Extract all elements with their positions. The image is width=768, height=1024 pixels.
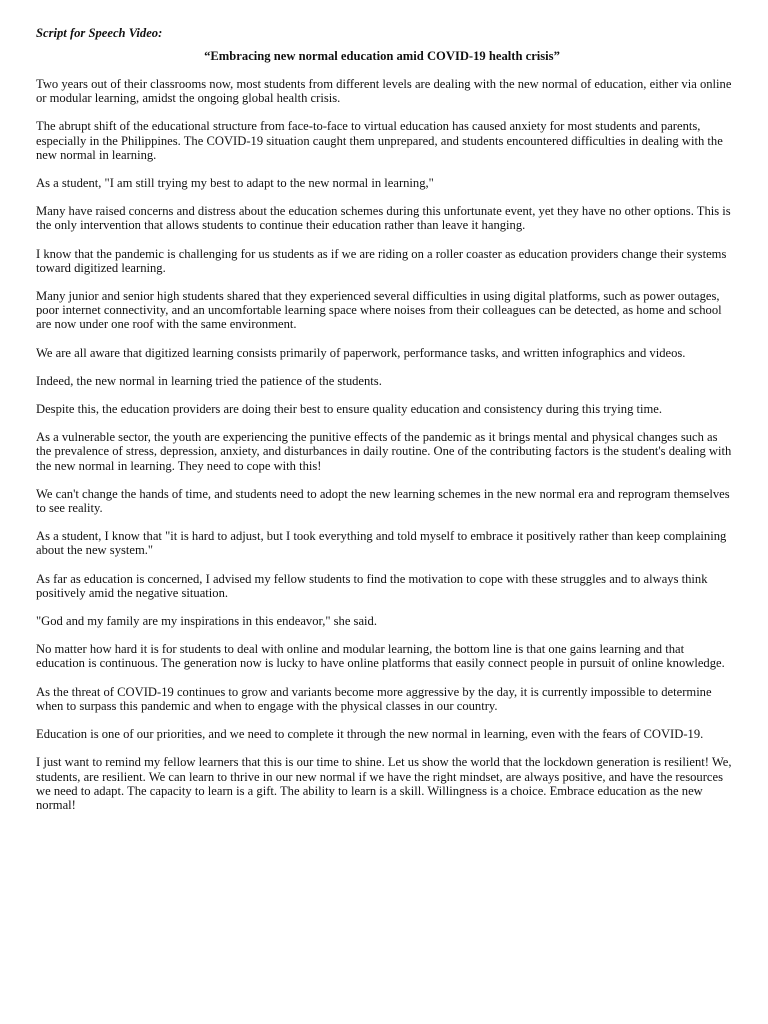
paragraph: As a student, I know that "it is hard to adjust, but I took everything and told myself to embrace it positively rather than keep complaining about the new system."	[36, 529, 727, 558]
speech-title: “Embracing new normal education amid COVID-19 health crisis”	[204, 49, 560, 63]
script-label: Script for Speech Video:	[36, 26, 163, 40]
paragraph: I know that the pandemic is challenging for us students as if we are riding on a roller coaster as education providers change their systems toward digitized learning.	[36, 246, 727, 275]
paragraph: Indeed, the new normal in learning tried the patience of the students.	[36, 373, 382, 388]
paragraph: As far as education is concerned, I advised my fellow students to find the motivation to cope with these struggles and to always think positively amid the negative situation.	[36, 571, 708, 600]
paragraph: Many junior and senior high students shared that they experienced several difficulties in using digital platforms, such as power outages, poor internet connectivity, and an uncomfortable learning space where noises from their colleagues can be detected, as home and school are now under one roof with the same environment.	[36, 289, 722, 332]
paragraph: The abrupt shift of the educational structure from face-to-face to virtual education has caused anxiety for most students and parents, especially in the Philippines. The COVID-19 situation caught them unprepared, and students encountered difficulties in dealing with the new normal in learning.	[36, 119, 723, 162]
paragraph: As a vulnerable sector, the youth are experiencing the punitive effects of the pandemic as it brings mental and physical changes such as the prevalence of stress, depression, anxiety, and disturbances in daily routine. One of the contributing factors is the student's dealing with the new normal in learning. They need to cope with this!	[36, 430, 732, 473]
paragraph: "God and my family are my inspirations in this endeavor," she said.	[36, 614, 377, 629]
paragraph: No matter how hard it is for students to deal with online and modular learning, the bottom line is that one gains learning and that education is continuous. The generation now is lucky to have online platforms that easily connect people in pursuit of online knowledge.	[36, 642, 725, 671]
paragraph: Two years out of their classrooms now, most students from different levels are dealing with the new normal of education, either via online or modular learning, amidst the ongoing global health crisis.	[36, 77, 732, 106]
paragraph: As a student, "I am still trying my best to adapt to the new normal in learning,"	[36, 176, 434, 191]
paragraph: I just want to remind my fellow learners that this is our time to shine. Let us show the world that the lockdown generation is resilient! We, students, are resilient. We can learn to thrive in our new normal if we have the right mindset, are always positive, and have the resources we need to adapt. The capacity to learn is a gift. The ability to learn is a skill. Willingness is a choice. Embrace education as the new normal!	[36, 755, 732, 812]
paragraph: Many have raised concerns and distress about the education schemes during this unfortunate event, yet they have no other options. This is the only intervention that allows students to continue their education rather than leave it hanging.	[36, 204, 731, 233]
paragraph: We can't change the hands of time, and students need to adopt the new learning schemes in the new normal era and reprogram themselves to see reality.	[36, 486, 730, 516]
paragraph: Despite this, the education providers are doing their best to ensure quality education and consistency during this trying time.	[36, 402, 663, 417]
paragraph: As the threat of COVID-19 continues to grow and variants become more aggressive by the day, it is currently impossible to determine when to surpass this pandemic and when to engage with the physical classes in our country.	[36, 684, 712, 713]
paragraph: We are all aware that digitized learning consists primarily of paperwork, performance tasks, and written infographics and videos.	[36, 345, 686, 360]
paragraph: Education is one of our priorities, and we need to complete it through the new normal in learning, even with the fears of COVID-19.	[36, 727, 704, 742]
